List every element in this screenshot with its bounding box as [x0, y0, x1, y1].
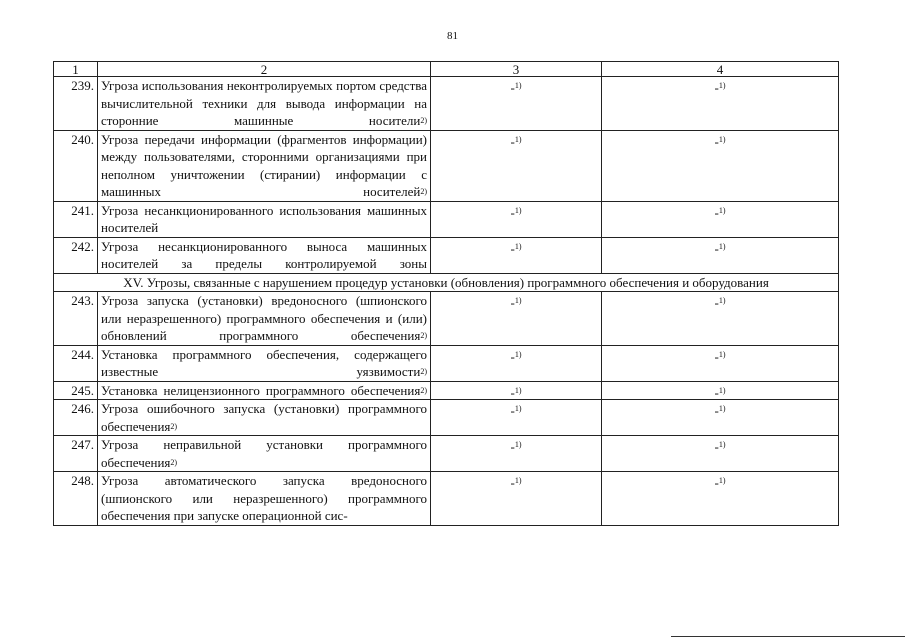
- dash-value: -: [714, 439, 719, 454]
- threat-name-cell: [98, 201, 431, 237]
- table-row: [54, 345, 839, 381]
- footnote-mark: 1): [718, 476, 726, 485]
- value-cell-col4: [602, 345, 839, 381]
- footnote-mark: 1): [514, 476, 522, 485]
- footnote-mark: 1): [514, 296, 522, 305]
- header-row: [54, 62, 839, 77]
- footnote-mark: 1): [514, 134, 522, 144]
- dash-value: -: [510, 80, 515, 95]
- threat-name-cell: [98, 345, 431, 381]
- row-number: 242.: [54, 237, 98, 273]
- table-row: [54, 400, 839, 436]
- footnote-mark: 1): [514, 404, 522, 413]
- page-number: 81: [447, 30, 458, 42]
- dash-value: -: [714, 204, 719, 220]
- threat-name-cell: [98, 436, 431, 472]
- threat-name-cell: [98, 77, 431, 131]
- footnote-mark: 1): [718, 134, 726, 144]
- footnote-mark: 1): [514, 205, 522, 215]
- threat-name: Угроза несанкционированного выноса машинных носителей за пределы контролируемой зоны: [101, 238, 427, 271]
- dash-value: -: [714, 384, 719, 400]
- footnote-mark: 1): [718, 241, 726, 251]
- threat-name: Угроза несанкционированного использования машинных носителей: [101, 202, 427, 235]
- footnote-mark: 1): [514, 440, 522, 449]
- row-number: 239.: [54, 77, 98, 131]
- value-cell-col3: [431, 292, 602, 346]
- row-number: 248.: [54, 472, 98, 526]
- value-cell-col3: [431, 130, 602, 201]
- dash-value: -: [714, 475, 719, 490]
- threat-name: Угроза автоматического запуска вредоносного (шпионского или неразрешенного) программного обеспечения при запуске операционной сис-: [101, 473, 427, 523]
- value-cell-col4: [602, 400, 839, 436]
- table-body-software: [54, 292, 839, 526]
- row-number: 245.: [54, 381, 98, 400]
- threat-name-cell: [98, 130, 431, 201]
- threat-name-cell: [98, 381, 431, 400]
- dash-value: -: [510, 240, 515, 256]
- dash-value: -: [714, 295, 719, 310]
- section-title: XV. Угрозы, связанные с нарушением процедур установки (обновления) программного обеспечения и оборудования: [54, 273, 839, 292]
- row-number: 240.: [54, 130, 98, 201]
- dash-value: -: [510, 439, 515, 454]
- table-row: [54, 130, 839, 201]
- table-row: [54, 77, 839, 131]
- footnote-mark: 1): [514, 81, 522, 90]
- dash-value: -: [714, 240, 719, 256]
- dash-value: -: [510, 295, 515, 310]
- row-number: 241.: [54, 201, 98, 237]
- value-cell-col3: [431, 472, 602, 526]
- dash-value: -: [510, 204, 515, 220]
- footnote-mark: 1): [718, 404, 726, 413]
- value-cell-col3: [431, 345, 602, 381]
- footnote-mark: 1): [514, 241, 522, 251]
- threat-name: Угроза использования неконтролируемых портом средства вычислительной техники для вывода информации на сторонние машинные носители: [101, 78, 427, 128]
- dash-value: -: [714, 80, 719, 95]
- threat-name: Установка программного обеспечения, содержащего известные уязвимости: [101, 346, 427, 379]
- row-number: 244.: [54, 345, 98, 381]
- row-number: 247.: [54, 436, 98, 472]
- header-cell-4: 4: [602, 62, 839, 77]
- header-cell-1: 1: [54, 62, 98, 77]
- value-cell-col4: [602, 436, 839, 472]
- dash-value: -: [714, 403, 719, 418]
- footnote-mark: 2): [420, 385, 427, 395]
- value-cell-col4: [602, 381, 839, 400]
- value-cell-col4: [602, 77, 839, 131]
- threat-name-cell: [98, 292, 431, 346]
- value-cell-col3: [431, 436, 602, 472]
- footnote-mark: 1): [718, 205, 726, 215]
- footnote-mark: 2): [170, 457, 178, 467]
- footnote-mark: 1): [718, 440, 726, 449]
- value-cell-col4: [602, 292, 839, 346]
- table-row: [54, 381, 839, 400]
- table-body-media: [54, 77, 839, 274]
- value-cell-col3: [431, 77, 602, 131]
- row-number: 246.: [54, 400, 98, 436]
- footnote-mark: 2): [420, 187, 427, 196]
- dash-value: -: [714, 348, 719, 364]
- footnote-mark: 2): [420, 331, 427, 340]
- dash-value: -: [510, 475, 515, 490]
- threat-name-cell: [98, 400, 431, 436]
- value-cell-col4: [602, 130, 839, 201]
- value-cell-col3: [431, 400, 602, 436]
- threat-name: Угроза неправильной установки программного обеспечения: [101, 437, 427, 470]
- dash-value: -: [510, 384, 515, 400]
- threat-name: Установка нелицензионного программного обеспечения: [101, 382, 421, 398]
- dash-value: -: [510, 403, 515, 418]
- table-row: [54, 201, 839, 237]
- footnote-mark: 1): [514, 385, 522, 395]
- value-cell-col3: [431, 201, 602, 237]
- dash-value: -: [510, 133, 515, 149]
- footnote-mark: 2): [170, 421, 178, 431]
- footnote-mark: 1): [718, 81, 726, 90]
- header-cell-2: 2: [98, 62, 431, 77]
- header-cell-3: 3: [431, 62, 602, 77]
- table-section: [54, 273, 839, 292]
- footnote-mark: 1): [514, 349, 522, 359]
- dash-value: -: [510, 348, 515, 364]
- table-row: [54, 237, 839, 273]
- table-row: [54, 472, 839, 526]
- table-row: [54, 292, 839, 346]
- row-number: 243.: [54, 292, 98, 346]
- value-cell-col4: [602, 237, 839, 273]
- value-cell-col4: [602, 201, 839, 237]
- threat-name-cell: [98, 237, 431, 273]
- section-row: [54, 273, 839, 292]
- dash-value: -: [714, 133, 719, 149]
- threat-name: Угроза запуска (установки) вредоносного (шпионского или неразрешенного) программного обеспечения и (или) обновлений программного обеспечения: [101, 293, 427, 343]
- footnote-mark: 1): [718, 349, 726, 359]
- threat-name: Угроза ошибочного запуска (установки) программного обеспечения: [101, 401, 427, 434]
- value-cell-col3: [431, 381, 602, 400]
- footnote-mark: 2): [420, 116, 427, 125]
- footnote-mark: 1): [718, 296, 726, 305]
- footnote-mark: 2): [420, 367, 427, 376]
- footnote-mark: 1): [718, 385, 726, 395]
- threat-name: Угроза передачи информации (фрагментов информации) между пользователями, сторонними организациями при неполном уничтожении (стирании) информации с машинных носителей: [101, 131, 427, 199]
- value-cell-col4: [602, 472, 839, 526]
- threats-table: [53, 61, 839, 526]
- threat-name-cell: [98, 472, 431, 526]
- bottom-rule: [671, 636, 905, 637]
- value-cell-col3: [431, 237, 602, 273]
- table-row: [54, 436, 839, 472]
